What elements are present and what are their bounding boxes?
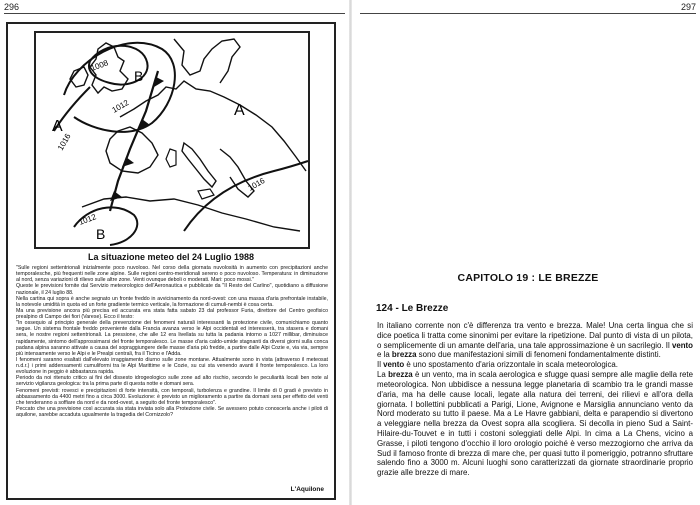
map-border xyxy=(35,32,309,248)
pressure-label-low-north: B xyxy=(134,68,144,84)
keyword-brezza: brezza xyxy=(388,370,413,380)
weather-map xyxy=(34,31,310,249)
article-frame xyxy=(6,22,336,500)
article-title: La situazione meteo del 24 Luglio 1988 xyxy=(87,252,255,262)
isobar-value: 1012 xyxy=(110,98,131,115)
article-paragraph: Fenomeni previsti: rovesci e precipitazioni di forte intensità, con temporali, turbolenza e grandine. Il limite di 0 gradi è previsto in abbassamento da 4400 metri fino a circa 3000. Evoluzione: è previsto un miglioramento a partire da domani sera per effetto dei venti che tenderanno a soffiare da nord e da nord-ovest, a seguito del fronte temporalesco". xyxy=(16,387,328,406)
article-paragraph: "Sulle regioni settentrionali inizialmente poco nuvoloso. Nel corso della giornata nuvolosità in aumento con precipitazioni anche temporalesche, più frequenti nelle zone alpine. Sulle regioni centro-meridionali sereno o poco nuvoloso. Temperatura: in diminuzione al nord, senza variazioni di rilievo sulle altre zone. Venti ovunque deboli o moderati. Mari: poco mossi." xyxy=(16,265,328,284)
article-paragraph: Nella cartina qui sopra è anche segnato un fronte freddo in avvicinamento da nord-ovest: con una massa d'aria prefrontale instabile, la notevole umidità in quota ed un forte gradiente termico verticale, la formazione di cumuli-nembi è cosa certa. xyxy=(16,295,328,308)
keyword-vento: vento xyxy=(383,360,405,370)
body-paragraph xyxy=(377,360,693,370)
keyword-vento: vento xyxy=(671,340,693,350)
chapter-title: CAPITOLO 19 : LE BREZZE xyxy=(457,272,599,284)
right-page-number: 297 xyxy=(680,2,696,12)
paragraph-text: sono due manifestazioni simili di fenomeni fondamentalmente distinti. xyxy=(416,350,661,360)
right-page xyxy=(352,0,700,505)
article-paragraph: Queste le previsioni fornite dal Servizio meteorologico dell'Aeronautica e pubblicate da "Il Resto del Carlino", quotidiano a diffusione nazionale, il 24 luglio 88. xyxy=(16,283,328,296)
paragraph-text: e la xyxy=(377,350,392,360)
paragraph-text: è uno spostamento d'aria orizzontale in scala meteorologica. xyxy=(404,360,618,370)
paragraph-text: La xyxy=(377,370,389,380)
left-header-rule xyxy=(4,13,345,14)
isobar-value: 1012 xyxy=(77,212,98,227)
article-signature: L'Aquilone xyxy=(290,486,324,493)
article-paragraph: "In ossequio al principio generale della prevenzione dei fenomeni naturali interessanti la protezione civile, comunichiamo quanto segue. Un sistema frontale freddo proveniente dalla Francia avanza verso le Alpi occidentali ed interesserà, tra stasera e domani sera, le nostre regioni settentrionali. La pressione, che alle 12 era livellata su tutta la padania intorno a 1027 millibar, diminuisce rapidamente, sintomo dell'approssimarsi del fronte temporalesco. Le masse d'aria caldo-umide stagnanti da diversi giorni sulla conca padana alpina saranno attivate a causa del sopraggiungere delle masse d'aria più fredde, a partire dalle Alpi Cozie e, via via, sempre più intensamente verso le Alpi e le Prealpi centrali, fra il Ticino e l'Adda. xyxy=(16,320,328,357)
pressure-label-high-west: A xyxy=(52,118,63,135)
article-paragraph: Ma una previsione ancora più precisa ed accurata era stata fatta sabato 23 dal professor Furia, direttore del Centro geofisico prealpino di Campo dei fiori (Varese). Ecco il testo: xyxy=(16,307,328,320)
isobar-value: 1008 xyxy=(89,58,110,73)
keyword-brezza: brezza xyxy=(391,350,417,360)
left-page-number: 296 xyxy=(4,2,20,12)
right-header-rule xyxy=(360,13,696,14)
paragraph-text: In italiano corrente non c'è differenza tra vento e brezza. Male! Una certa lingua che si dice poetica li tratta come sinonimi per evitare la ripetizione. Dal punto di vista di un pilota, o semplicemente di un amante dell'aria, una tale approssimazione è un sacrilegio. Il xyxy=(377,321,693,350)
article-paragraph: I fenomeni saranno esaltati dall'elevato irraggiamento diurno sulle zone montane. Attualmente sono in vista (attraverso il meteosat n.d.r.) i primi addensamenti cumuliformi tra le Alpi Marittime e le Cozie, su cui sta venendo avanti il fronte temporalesco. La loro evoluzione in peggio è abbastanza rapida. xyxy=(16,356,328,376)
article-paragraph: Peccato che una previsione così accurata sia stata inviata solo alla Protezione civile. Se avessero potuto conoscerla anche i piloti di aquilone, sarebbe accaduta ugualmente la tragedia del Cornizzolo? xyxy=(16,405,328,418)
body-paragraph xyxy=(377,370,693,478)
section-title: 124 - Le Brezze xyxy=(376,303,449,314)
pressure-label-low-south: B xyxy=(96,226,106,242)
weather-map-drawing xyxy=(34,31,310,249)
article-paragraph: Periodo da noi ritenuto critico ai fini del dissesto idrogeologico sulle zone ad alto rischio, secondo le peculiarità locali ben note al servizio vigilanza geologica: tra la prima parte di questa notte e domani sera. xyxy=(16,375,328,388)
pressure-label-high-east: A xyxy=(234,102,245,119)
body-paragraph xyxy=(377,321,693,360)
isobar-value: 1016 xyxy=(55,132,73,152)
chapter-body xyxy=(377,321,693,478)
paragraph-text: Il xyxy=(377,360,384,370)
left-page xyxy=(0,0,349,505)
article-body xyxy=(16,265,328,418)
isobar-value: 1016 xyxy=(246,176,267,193)
paragraph-text: è un vento, ma in scala aerologica e sfugge quasi sempre alle maglie della rete meteorologica. Non ubbidisce a nessuna legge planetaria di scambio tra le grandi masse d'aria, ma ha delle cause locali, legate alla natura dei terreni, dei rilievi e all'ora della giornata. I bollettini pubblicati a Parigi, Lione, Avignone e Marsiglia annunciano vento da Nord moderato su tutto il paese. Ma a Le Havre gabbiani, delta e parapendio si divertono a veleggiare nella brezza da Ovest sopra alla scogliera. Si decolla in pieno Sud a Saint-Hilaire-du-Touvet e in tutti i costoni soleggiati delle Alpi. In cima a La Chens, vicino a Grasse, i piloti tengono d'occhio il loro orologio poiché è verso mezzogiorno che arriva da Sud il famoso fronte di brezza di mare che, per quasi tutto il pomeriggio, potranno sfruttare salendo fino a 3000 m. Alcuni luoghi sono caratterizzati da giornate straordinarie proprio grazie alle brezze di mare. xyxy=(377,370,693,478)
